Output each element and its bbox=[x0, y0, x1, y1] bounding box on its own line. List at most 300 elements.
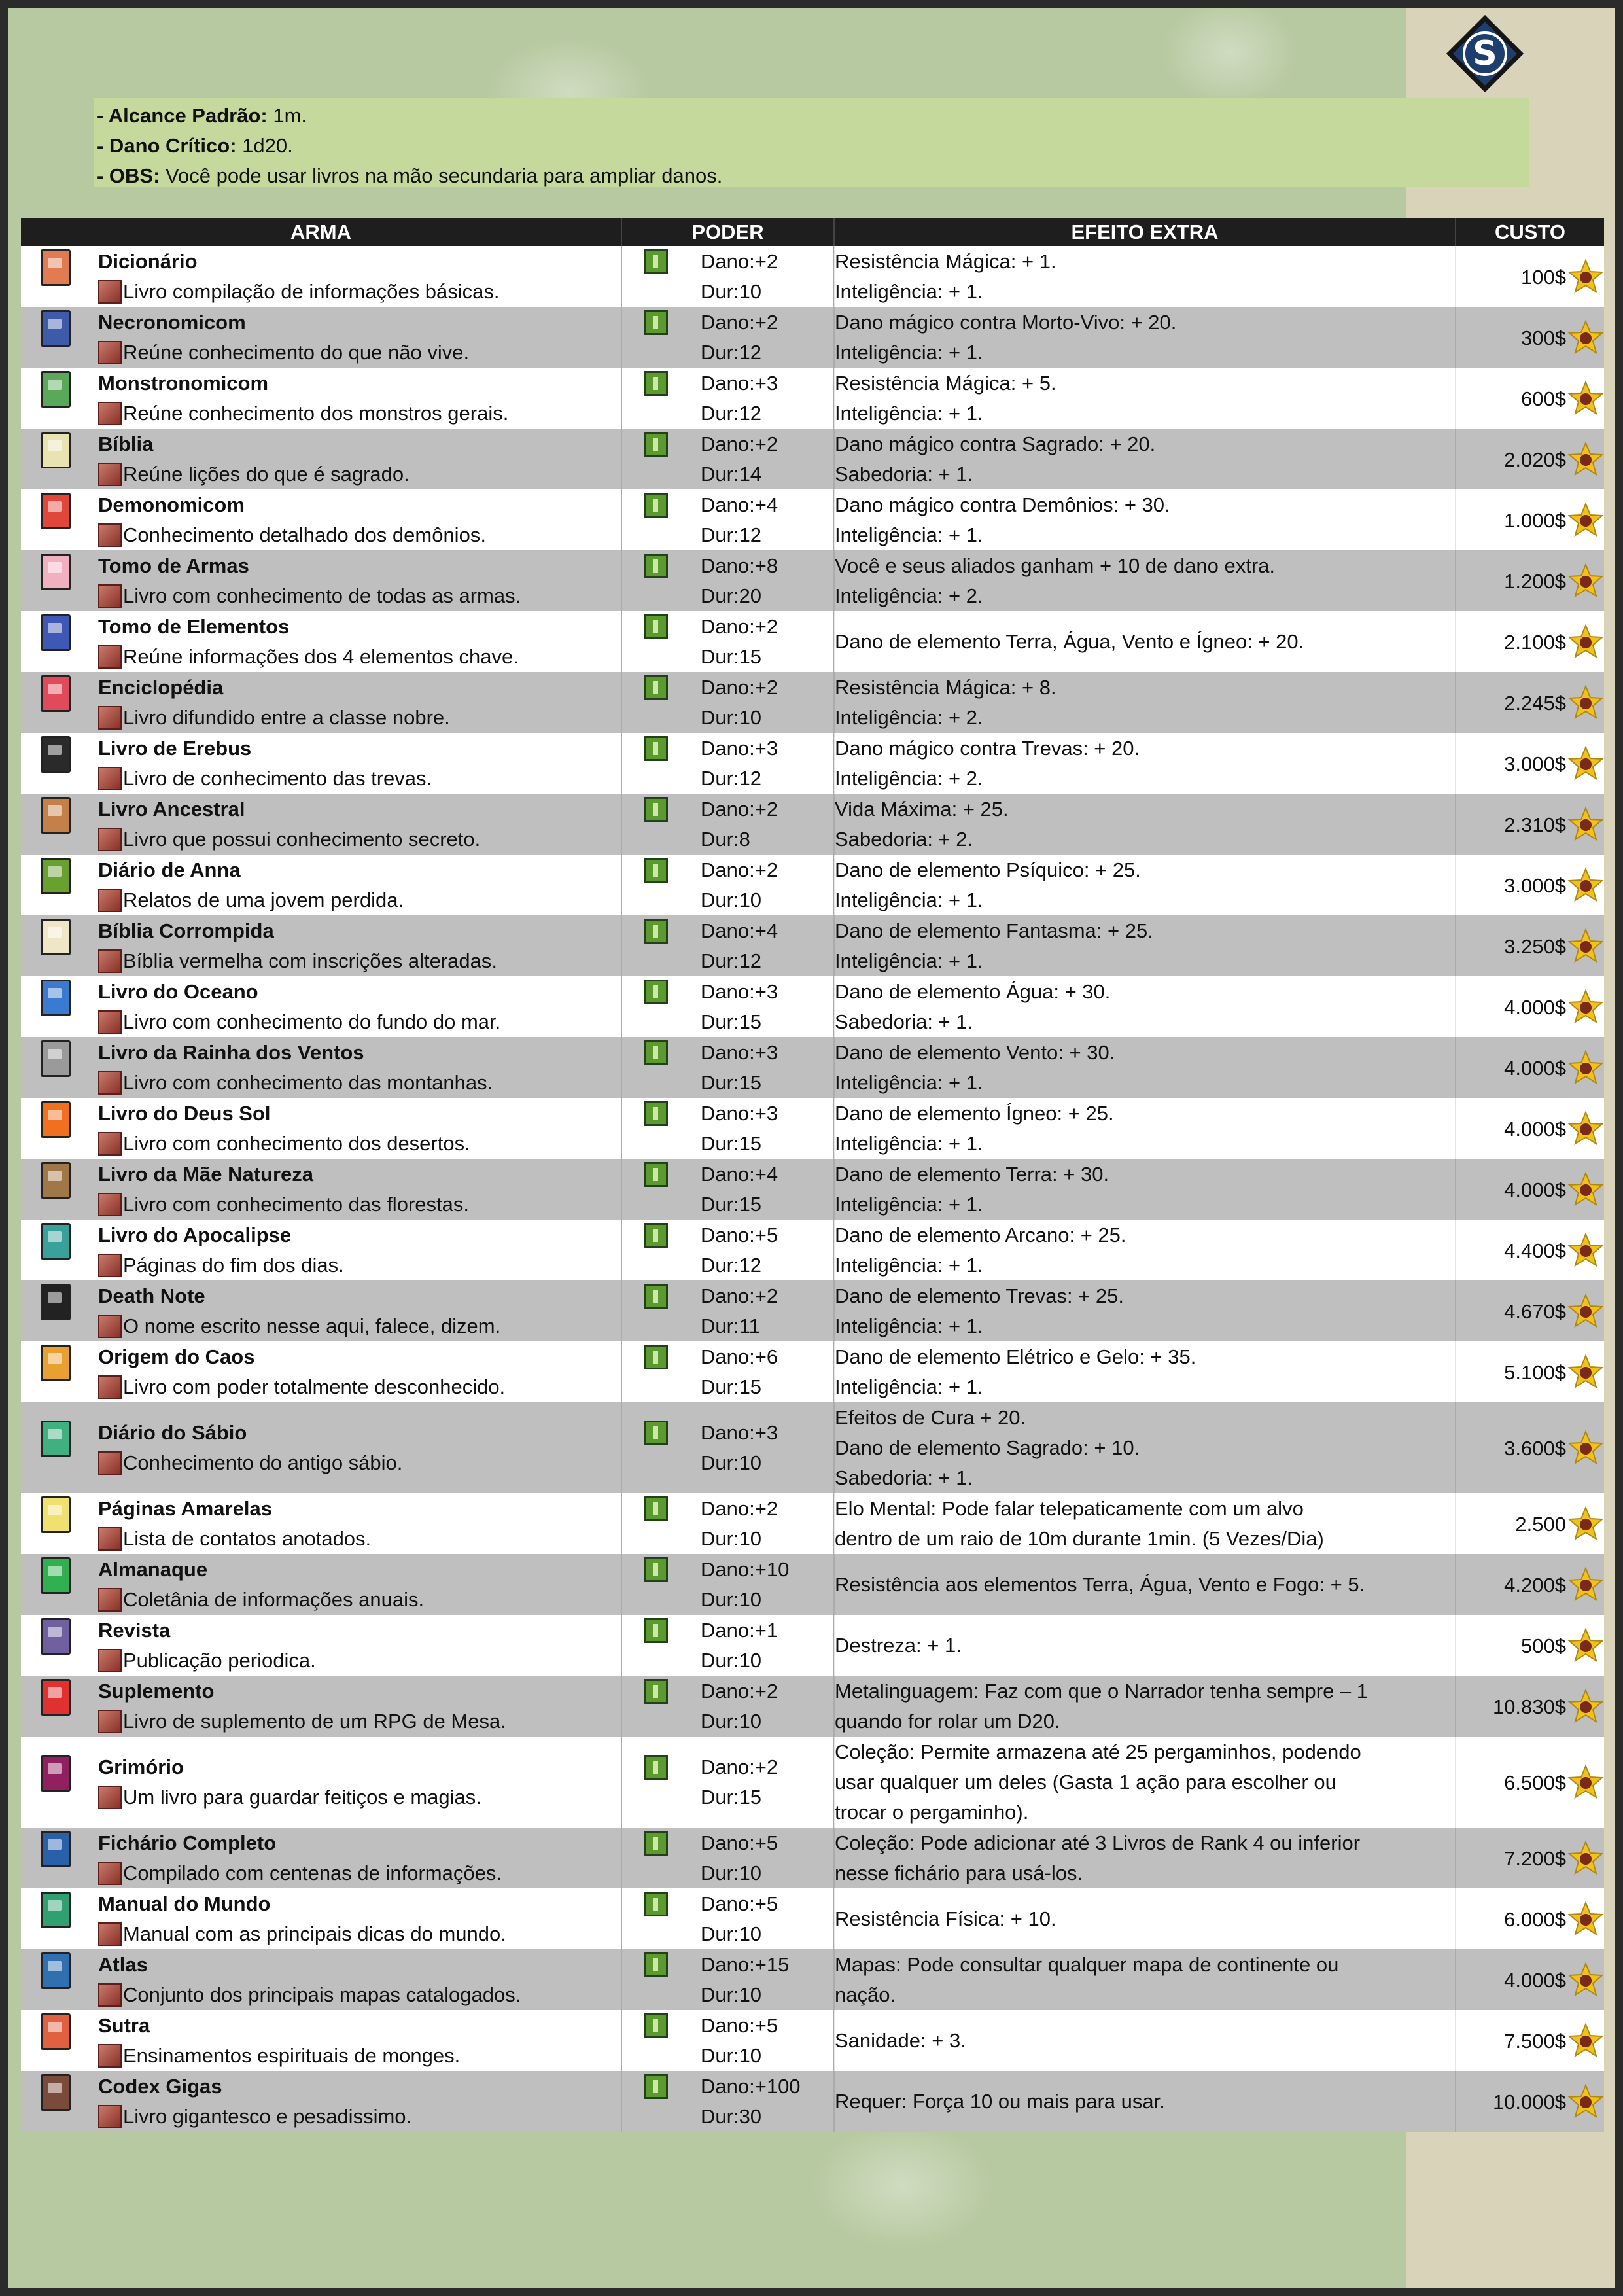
cost-value: 6.500$ bbox=[1504, 1771, 1566, 1794]
table-row bbox=[21, 2010, 1604, 2071]
weapon-description bbox=[98, 885, 404, 915]
bullet-icon bbox=[98, 828, 122, 851]
effect-cell bbox=[834, 1159, 1456, 1220]
book-icon bbox=[41, 1101, 71, 1138]
note-text: Você pode usar livros na mão secundaria para ampliar danos. bbox=[160, 164, 723, 187]
effect-cell bbox=[834, 1220, 1456, 1280]
star-rank-icon bbox=[1567, 1627, 1604, 1664]
effect-line: Dano mágico contra Sagrado: + 20. bbox=[835, 432, 1156, 455]
weapon-description bbox=[98, 459, 410, 489]
green-book-icon bbox=[644, 1496, 668, 1521]
weapon-name: Diário do Sábio bbox=[98, 1421, 247, 1444]
power-damage: Dano:+5 bbox=[701, 1892, 778, 1915]
cost-value: 10.830$ bbox=[1492, 1695, 1566, 1718]
table-row bbox=[21, 733, 1604, 794]
bullet-icon bbox=[98, 1862, 122, 1885]
power-cell bbox=[621, 1402, 834, 1493]
weapon-description bbox=[98, 824, 480, 855]
weapon-cell bbox=[21, 2010, 621, 2071]
cost-cell bbox=[1456, 1280, 1604, 1341]
table-row bbox=[21, 855, 1604, 915]
power-durability: Dur:10 bbox=[701, 1922, 762, 1945]
table-row bbox=[21, 1037, 1604, 1098]
effect-cell bbox=[834, 733, 1456, 794]
power-damage: Dano:+4 bbox=[701, 1162, 778, 1186]
cost-cell bbox=[1456, 1402, 1604, 1493]
effect-line: Dano de elemento Fantasma: + 25. bbox=[835, 919, 1153, 942]
weapon-name: Revista bbox=[98, 1618, 171, 1642]
weapon-name: Dicionário bbox=[98, 249, 198, 273]
weapon-name: Diário de Anna bbox=[98, 858, 241, 881]
note-label: - Dano Crítico: bbox=[97, 134, 237, 157]
book-icon bbox=[41, 797, 71, 834]
weapon-description bbox=[98, 2041, 460, 2071]
effect-line: Sabedoria: + 1. bbox=[835, 1466, 973, 1489]
power-durability: Dur:10 bbox=[701, 1451, 762, 1474]
green-book-icon bbox=[644, 1284, 668, 1309]
green-book-icon bbox=[644, 1618, 668, 1643]
green-book-icon bbox=[644, 1223, 668, 1248]
book-icon bbox=[41, 2074, 71, 2111]
star-rank-icon bbox=[1567, 867, 1604, 904]
power-damage: Dano:+1 bbox=[701, 1618, 778, 1642]
book-icon bbox=[41, 1162, 71, 1199]
effect-cell bbox=[834, 1098, 1456, 1159]
weapon-cell bbox=[21, 2071, 621, 2132]
power-damage: Dano:+2 bbox=[701, 614, 778, 638]
table-row bbox=[21, 1615, 1604, 1676]
power-damage: Dano:+3 bbox=[701, 1421, 778, 1444]
table-row bbox=[21, 915, 1604, 976]
bullet-icon bbox=[98, 1983, 122, 2007]
weapon-description-text: Relatos de uma jovem perdida. bbox=[123, 888, 404, 911]
cost-cell bbox=[1456, 2010, 1604, 2071]
cost-cell bbox=[1456, 733, 1604, 794]
green-book-icon bbox=[644, 1892, 668, 1916]
power-cell bbox=[621, 855, 834, 915]
power-damage: Dano:+2 bbox=[701, 1496, 778, 1520]
bullet-icon bbox=[98, 2105, 122, 2128]
weapon-name: Manual do Mundo bbox=[98, 1892, 271, 1915]
table-row bbox=[21, 1949, 1604, 2010]
effect-line: Elo Mental: Pode falar telepaticamente com um alvo bbox=[835, 1496, 1304, 1520]
green-book-icon bbox=[644, 1755, 668, 1780]
star-rank-icon bbox=[1567, 1506, 1604, 1542]
table-row bbox=[21, 489, 1604, 550]
cost-value: 600$ bbox=[1521, 387, 1566, 410]
green-book-icon bbox=[644, 371, 668, 396]
table-row bbox=[21, 1159, 1604, 1220]
weapons-table bbox=[21, 218, 1604, 2132]
cost-cell bbox=[1456, 794, 1604, 855]
power-durability: Dur:10 bbox=[701, 1527, 762, 1550]
weapon-description bbox=[98, 1250, 344, 1280]
power-durability: Dur:11 bbox=[701, 1314, 760, 1337]
power-durability: Dur:10 bbox=[701, 1983, 762, 2006]
power-damage: Dano:+3 bbox=[701, 371, 778, 395]
effect-cell bbox=[834, 489, 1456, 550]
weapon-name: Monstronomicom bbox=[98, 371, 269, 395]
star-rank-icon bbox=[1567, 1110, 1604, 1147]
power-durability: Dur:15 bbox=[701, 1131, 762, 1155]
note-label: - Alcance Padrão: bbox=[97, 104, 268, 127]
weapon-description-text: Livro com conhecimento das florestas. bbox=[123, 1192, 469, 1216]
weapon-description bbox=[98, 581, 521, 611]
weapon-name: Enciclopédia bbox=[98, 675, 224, 699]
power-cell bbox=[621, 1888, 834, 1949]
weapon-description-text: Conhecimento detalhado dos demônios. bbox=[123, 523, 486, 546]
effect-line: Inteligência: + 1. bbox=[835, 523, 983, 546]
effect-line: Coleção: Permite armazena até 25 pergaminhos, podendo bbox=[835, 1740, 1361, 1763]
power-damage: Dano:+2 bbox=[701, 432, 778, 455]
weapon-description bbox=[98, 1585, 424, 1615]
power-durability: Dur:12 bbox=[701, 766, 762, 790]
weapon-description-text: Livro compilação de informações básicas. bbox=[123, 279, 500, 303]
power-cell bbox=[621, 1676, 834, 1737]
table-row bbox=[21, 1280, 1604, 1341]
effect-line: Resistência Mágica: + 8. bbox=[835, 675, 1056, 699]
weapon-cell bbox=[21, 550, 621, 611]
book-icon bbox=[41, 2013, 71, 2050]
weapon-description-text: Conjunto dos principais mapas catalogados. bbox=[123, 1983, 521, 2006]
green-book-icon bbox=[644, 2074, 668, 2099]
bullet-icon bbox=[98, 1710, 122, 1733]
bullet-icon bbox=[98, 2044, 122, 2068]
bullet-icon bbox=[98, 280, 122, 304]
bullet-icon bbox=[98, 1254, 122, 1277]
effect-line: Inteligência: + 1. bbox=[835, 1070, 983, 1094]
green-book-icon bbox=[644, 1679, 668, 1704]
effect-line: Dano de elemento Terra, Água, Vento e Ígneo: + 20. bbox=[835, 629, 1304, 653]
effect-line: Sabedoria: + 1. bbox=[835, 1010, 973, 1033]
cost-value: 4.400$ bbox=[1504, 1239, 1566, 1262]
effect-line: Inteligência: + 1. bbox=[835, 340, 983, 364]
bullet-icon bbox=[98, 1922, 122, 1946]
cost-value: 1.200$ bbox=[1504, 569, 1566, 593]
cost-cell bbox=[1456, 246, 1604, 307]
bullet-icon bbox=[98, 645, 122, 669]
weapon-description-text: Páginas do fim dos dias. bbox=[123, 1253, 344, 1277]
book-icon bbox=[41, 1496, 71, 1533]
power-durability: Dur:12 bbox=[701, 1253, 762, 1277]
power-cell bbox=[621, 1828, 834, 1888]
table-row bbox=[21, 2071, 1604, 2132]
table-row bbox=[21, 550, 1604, 611]
power-cell bbox=[621, 1949, 834, 2010]
effect-line: Dano mágico contra Demônios: + 30. bbox=[835, 493, 1170, 516]
book-icon bbox=[41, 493, 71, 529]
weapon-cell bbox=[21, 307, 621, 368]
effect-line: Dano de elemento Arcano: + 25. bbox=[835, 1223, 1126, 1246]
weapon-cell bbox=[21, 794, 621, 855]
power-damage: Dano:+8 bbox=[701, 554, 778, 577]
cost-value: 6.000$ bbox=[1504, 1907, 1566, 1931]
power-damage: Dano:+3 bbox=[701, 736, 778, 760]
weapon-cell bbox=[21, 1493, 621, 1554]
effect-cell bbox=[834, 1341, 1456, 1402]
weapon-cell bbox=[21, 976, 621, 1037]
effect-line: Destreza: + 1. bbox=[835, 1633, 962, 1657]
green-book-icon bbox=[644, 980, 668, 1004]
effect-line: Resistência Mágica: + 1. bbox=[835, 249, 1056, 273]
star-rank-icon bbox=[1567, 624, 1604, 660]
weapon-name: Origem do Caos bbox=[98, 1345, 255, 1368]
table-row bbox=[21, 1402, 1604, 1493]
effect-cell bbox=[834, 611, 1456, 672]
cost-value: 4.000$ bbox=[1504, 1056, 1566, 1080]
weapon-cell bbox=[21, 1098, 621, 1159]
star-rank-icon bbox=[1567, 1962, 1604, 1998]
effect-cell bbox=[834, 1676, 1456, 1737]
effect-line: Sanidade: + 3. bbox=[835, 2028, 966, 2052]
weapon-name: Livro Ancestral bbox=[98, 797, 245, 821]
weapon-description bbox=[98, 1190, 469, 1220]
weapon-description-text: Livro com poder totalmente desconhecido. bbox=[123, 1375, 506, 1398]
power-cell bbox=[621, 1280, 834, 1341]
power-damage: Dano:+2 bbox=[701, 797, 778, 821]
weapon-description-text: Bíblia vermelha com inscrições alteradas. bbox=[123, 949, 498, 972]
header-effect: EFEITO EXTRA bbox=[834, 218, 1456, 246]
cost-cell bbox=[1456, 1828, 1604, 1888]
cost-value: 2.020$ bbox=[1504, 448, 1566, 471]
power-damage: Dano:+6 bbox=[701, 1345, 778, 1368]
cost-value: 4.000$ bbox=[1504, 1968, 1566, 1992]
effect-line: Dano mágico contra Trevas: + 20. bbox=[835, 736, 1140, 760]
book-icon bbox=[41, 1040, 71, 1077]
weapon-cell bbox=[21, 915, 621, 976]
effect-cell bbox=[834, 1037, 1456, 1098]
effect-cell bbox=[834, 915, 1456, 976]
effect-cell bbox=[834, 2010, 1456, 2071]
cost-value: 2.500 bbox=[1515, 1512, 1566, 1536]
effect-line: Dano de elemento Sagrado: + 10. bbox=[835, 1436, 1140, 1459]
bullet-icon bbox=[98, 1451, 122, 1475]
power-cell bbox=[621, 1220, 834, 1280]
green-book-icon bbox=[644, 614, 668, 639]
power-durability: Dur:15 bbox=[701, 1192, 762, 1216]
power-cell bbox=[621, 489, 834, 550]
power-cell bbox=[621, 1098, 834, 1159]
weapon-name: Tomo de Armas bbox=[98, 554, 249, 577]
star-rank-icon bbox=[1567, 319, 1604, 356]
weapon-cell bbox=[21, 1949, 621, 2010]
book-icon bbox=[41, 736, 71, 773]
weapon-cell bbox=[21, 489, 621, 550]
effect-line: Sabedoria: + 2. bbox=[835, 827, 973, 851]
green-book-icon bbox=[644, 1101, 668, 1126]
weapon-description-text: Coletânia de informações anuais. bbox=[123, 1587, 425, 1611]
weapon-description-text: Reúne informações dos 4 elementos chave. bbox=[123, 645, 519, 668]
bullet-icon bbox=[98, 1193, 122, 1216]
green-book-icon bbox=[644, 1421, 668, 1445]
bullet-icon bbox=[98, 463, 122, 486]
weapon-cell bbox=[21, 672, 621, 733]
effect-line: Inteligência: + 1. bbox=[835, 888, 983, 911]
weapon-cell bbox=[21, 1159, 621, 1220]
weapon-description-text: Livro com conhecimento de todas as armas. bbox=[123, 584, 521, 607]
effect-cell bbox=[834, 550, 1456, 611]
effect-line: Dano de elemento Vento: + 30. bbox=[835, 1040, 1115, 1064]
weapon-description-text: Compilado com centenas de informações. bbox=[123, 1861, 502, 1884]
header-weapon: ARMA bbox=[21, 218, 621, 246]
power-damage: Dano:+15 bbox=[701, 1952, 790, 1976]
power-damage: Dano:+3 bbox=[701, 980, 778, 1003]
weapon-name: Atlas bbox=[98, 1952, 148, 1976]
weapon-cell bbox=[21, 1676, 621, 1737]
bullet-icon bbox=[98, 1588, 122, 1612]
star-rank-icon bbox=[1567, 928, 1604, 964]
table-header bbox=[21, 218, 1604, 246]
weapon-description-text: Conhecimento do antigo sábio. bbox=[123, 1451, 403, 1474]
weapon-cell bbox=[21, 1037, 621, 1098]
weapon-description bbox=[98, 1129, 470, 1159]
weapon-cell bbox=[21, 1828, 621, 1888]
cost-value: 2.100$ bbox=[1504, 630, 1566, 654]
star-rank-icon bbox=[1567, 380, 1604, 417]
star-rank-icon bbox=[1567, 1171, 1604, 1208]
star-rank-icon bbox=[1567, 441, 1604, 478]
cost-value: 3.000$ bbox=[1504, 752, 1566, 775]
effect-cell bbox=[834, 672, 1456, 733]
weapon-name: Livro do Oceano bbox=[98, 980, 258, 1003]
power-cell bbox=[621, 1341, 834, 1402]
weapon-name: Suplemento bbox=[98, 1679, 215, 1703]
power-durability: Dur:10 bbox=[701, 279, 762, 303]
cost-cell bbox=[1456, 1554, 1604, 1615]
effect-cell bbox=[834, 1280, 1456, 1341]
effect-cell bbox=[834, 1737, 1456, 1828]
weapon-description bbox=[98, 2102, 411, 2132]
bullet-icon bbox=[98, 1315, 122, 1338]
weapon-name: Sutra bbox=[98, 2013, 150, 2037]
bullet-icon bbox=[98, 1527, 122, 1551]
effect-line: Inteligência: + 1. bbox=[835, 1131, 983, 1155]
table-row bbox=[21, 1554, 1604, 1615]
weapon-description bbox=[98, 1448, 402, 1478]
bullet-icon bbox=[98, 949, 122, 973]
book-icon bbox=[41, 554, 71, 590]
cost-value: 2.245$ bbox=[1504, 691, 1566, 715]
weapon-description bbox=[98, 1068, 493, 1098]
bullet-icon bbox=[98, 402, 122, 425]
effect-cell bbox=[834, 307, 1456, 368]
weapon-cell bbox=[21, 1615, 621, 1676]
cost-value: 100$ bbox=[1521, 265, 1566, 289]
note-text: 1d20. bbox=[236, 134, 293, 157]
weapon-cell bbox=[21, 1402, 621, 1493]
weapon-name: Bíblia bbox=[98, 432, 154, 455]
power-damage: Dano:+2 bbox=[701, 249, 778, 273]
effect-line: Resistência Mágica: + 5. bbox=[835, 371, 1056, 395]
power-cell bbox=[621, 1737, 834, 1828]
table-row bbox=[21, 1341, 1604, 1402]
effect-line: Inteligência: + 2. bbox=[835, 766, 983, 790]
weapon-description bbox=[98, 1980, 521, 2010]
effect-line: Dano de elemento Terra: + 30. bbox=[835, 1162, 1109, 1186]
weapon-name: Almanaque bbox=[98, 1557, 208, 1581]
power-damage: Dano:+2 bbox=[701, 1755, 778, 1778]
weapon-description-text: Livro com conhecimento das montanhas. bbox=[123, 1070, 493, 1094]
cost-value: 7.500$ bbox=[1504, 2029, 1566, 2053]
green-book-icon bbox=[644, 675, 668, 700]
weapon-description-text: Manual com as principais dicas do mundo. bbox=[123, 1922, 506, 1945]
weapon-description-text: Ensinamentos espirituais de monges. bbox=[123, 2043, 461, 2067]
book-icon bbox=[41, 1892, 71, 1928]
cost-value: 3.000$ bbox=[1504, 874, 1566, 897]
cost-value: 3.250$ bbox=[1504, 934, 1566, 958]
weapon-cell bbox=[21, 1341, 621, 1402]
book-icon bbox=[41, 1557, 71, 1594]
green-book-icon bbox=[644, 310, 668, 335]
weapon-description-text: Lista de contatos anotados. bbox=[123, 1527, 372, 1550]
effect-line: Dano de elemento Psíquico: + 25. bbox=[835, 858, 1141, 881]
weapon-cell bbox=[21, 368, 621, 429]
power-cell bbox=[621, 1493, 834, 1554]
effect-line: Sabedoria: + 1. bbox=[835, 462, 973, 486]
weapon-name: Grimório bbox=[98, 1755, 184, 1778]
star-rank-icon bbox=[1567, 563, 1604, 599]
power-damage: Dano:+4 bbox=[701, 919, 778, 942]
weapon-cell bbox=[21, 246, 621, 307]
weapon-description bbox=[98, 338, 469, 368]
cost-value: 4.200$ bbox=[1504, 1573, 1566, 1597]
power-damage: Dano:+4 bbox=[701, 493, 778, 516]
power-cell bbox=[621, 611, 834, 672]
cost-value: 3.600$ bbox=[1504, 1436, 1566, 1460]
book-icon bbox=[41, 1284, 71, 1320]
book-icon bbox=[41, 432, 71, 468]
weapon-name: Bíblia Corrompida bbox=[98, 919, 274, 942]
star-rank-icon bbox=[1567, 745, 1604, 782]
star-rank-icon bbox=[1567, 2083, 1604, 2120]
note-line bbox=[97, 101, 1529, 131]
effect-line: dentro de um raio de 10m durante 1min. (5 Vezes/Dia) bbox=[835, 1527, 1324, 1550]
effect-line: Dano de elemento Elétrico e Gelo: + 35. bbox=[835, 1345, 1196, 1368]
power-durability: Dur:10 bbox=[701, 888, 762, 911]
power-durability: Dur:15 bbox=[701, 1010, 762, 1033]
cost-cell bbox=[1456, 307, 1604, 368]
weapon-name: Livro da Mãe Natureza bbox=[98, 1162, 314, 1186]
book-icon bbox=[41, 371, 71, 408]
green-book-icon bbox=[644, 1162, 668, 1187]
bullet-icon bbox=[98, 584, 122, 608]
power-damage: Dano:+100 bbox=[701, 2074, 801, 2098]
power-durability: Dur:15 bbox=[701, 645, 762, 668]
power-durability: Dur:12 bbox=[701, 949, 762, 972]
power-cell bbox=[621, 672, 834, 733]
weapon-name: Páginas Amarelas bbox=[98, 1496, 272, 1520]
cost-cell bbox=[1456, 1493, 1604, 1554]
effect-cell bbox=[834, 1402, 1456, 1493]
bullet-icon bbox=[98, 889, 122, 912]
star-rank-icon bbox=[1567, 1840, 1604, 1877]
bullet-icon bbox=[98, 1786, 122, 1809]
power-cell bbox=[621, 550, 834, 611]
effect-line: Inteligência: + 1. bbox=[835, 949, 983, 972]
weapon-cell bbox=[21, 1737, 621, 1828]
table-row bbox=[21, 794, 1604, 855]
cost-cell bbox=[1456, 611, 1604, 672]
effect-cell bbox=[834, 976, 1456, 1037]
effect-line: Resistência aos elementos Terra, Água, Vento e Fogo: + 5. bbox=[835, 1572, 1365, 1596]
power-durability: Dur:20 bbox=[701, 584, 762, 607]
power-cell bbox=[621, 1159, 834, 1220]
weapon-description bbox=[98, 277, 500, 307]
cost-value: 2.310$ bbox=[1504, 813, 1566, 836]
weapon-name: Livro do Deus Sol bbox=[98, 1101, 271, 1125]
table-row bbox=[21, 307, 1604, 368]
star-rank-icon bbox=[1567, 1354, 1604, 1390]
